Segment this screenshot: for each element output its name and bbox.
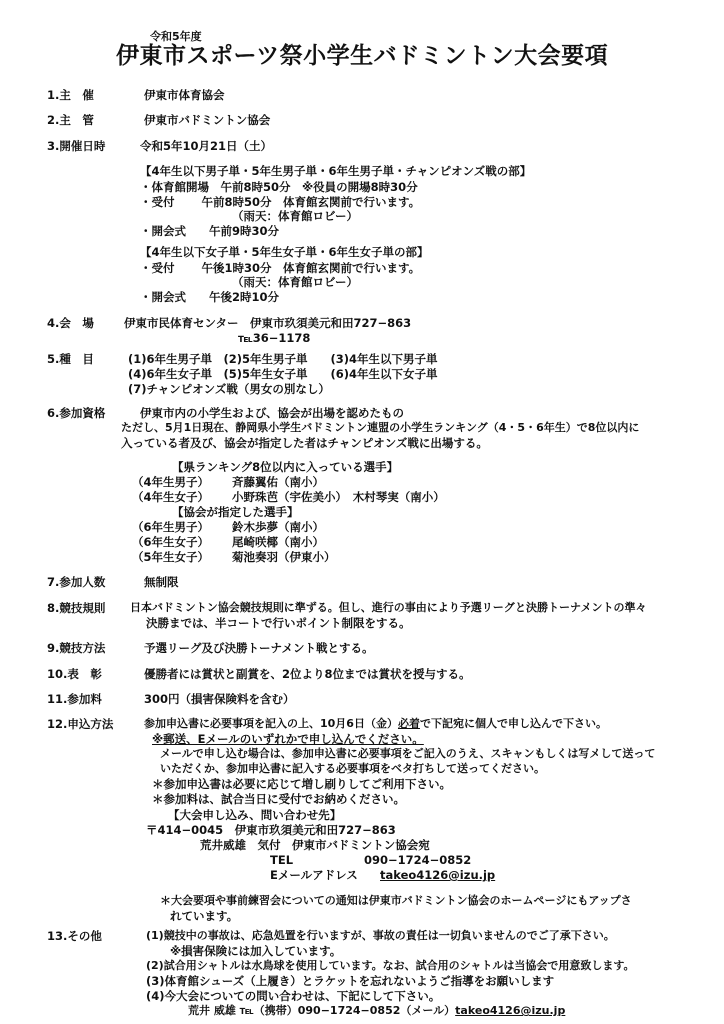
contact-tel-label: TEL [270, 853, 294, 867]
application-instructions-tail: で下記宛に個人で申し込んで下さい。 [419, 717, 607, 730]
section-1-label: 1.主 催 [47, 88, 94, 102]
website-notice-line-2: れています。 [170, 909, 239, 923]
other-item-4: (4)今大会についての問い合わせは、下記にして下さい。 [146, 989, 441, 1003]
venue-tel: ℡36−1178 [238, 331, 311, 345]
ranking-title: 【県ランキング8位以内に入っている選手】 [172, 460, 399, 474]
ranking-grade-2: （4年生女子） [132, 490, 210, 504]
section-12-label: 12.申込方法 [47, 717, 114, 731]
page-title: 伊東市スポーツ祭小学生バドミントン大会要項 [116, 43, 609, 69]
contact-email-link[interactable]: takeo4126@izu.jp [380, 868, 496, 882]
events-row-3: (7)チャンピオンズ戦（男女の別なし） [128, 382, 330, 396]
designated-title: 【協会が指定した選手】 [172, 505, 299, 519]
awards: 優勝者には賞状と副賞を、2位より8位までは賞状を授与する。 [144, 667, 471, 681]
venue-address: 伊東市民体育センター 伊東市玖須美元和田727−863 [124, 316, 412, 330]
other-item-2: (2)試合用シャトルは水鳥球を使用しています。なお、試合用のシャトルは当協会で用意致します。 [146, 959, 635, 972]
section-11-label: 11.参加料 [47, 692, 102, 706]
competition-method: 予選リーグ及び決勝トーナメント戦とする。 [144, 641, 374, 655]
application-note-3: いただくか、参加申込書に記入する必要事項をベタ打ちして送ってください。 [160, 762, 545, 775]
ranking-players-1: 斉藤翼佑（南小） [232, 475, 324, 489]
section-2-value: 伊東市バドミントン協会 [144, 113, 271, 127]
section-5-label: 5.種 目 [47, 352, 94, 366]
final-contact-email-link[interactable]: takeo4126@izu.jp [455, 1004, 566, 1017]
contact-addressee: 荒井威雄 気付 伊東市バドミントン協会宛 [200, 838, 430, 852]
section-9-label: 9.競技方法 [47, 641, 106, 655]
section-1-value: 伊東市体育協会 [144, 88, 225, 102]
designated-grade-3: （5年生女子） [132, 550, 210, 564]
rules-line-1: 日本バドミントン協会競技規則に準ずる。但し、進行の事由により予選リーグと決勝トーナメントの準々 [130, 601, 647, 614]
section-3-label: 3.開催日時 [47, 139, 106, 153]
application-note-2: メールで申し込む場合は、参加申込書に必要事項をご記入のうえ、スキャンもしくは写メして送って [160, 747, 656, 760]
other-item-1-insurance: ※損害保険には加入しています。 [170, 944, 342, 958]
morning-opening-ceremony: ・開会式 午前9時30分 [140, 224, 280, 238]
eligibility-line-1: 伊東市内の小学生および、協会が出場を認めたもの [140, 406, 405, 420]
application-note-1: ※郵送、Eメールのいずれかで申し込んでください。 [152, 732, 424, 746]
designated-grade-1: （6年生男子） [132, 520, 210, 534]
contact-email-label: Eメールアドレス [270, 868, 358, 882]
designated-grade-2: （6年生女子） [132, 535, 210, 549]
afternoon-opening-ceremony: ・開会式 午後2時10分 [140, 290, 280, 304]
rules-line-2: 決勝までは、半コートで行いポイント制限をする。 [146, 616, 411, 630]
section-2-label: 2.主 管 [47, 113, 94, 127]
section-13-label: 13.その他 [47, 929, 102, 943]
ranking-grade-1: （4年生男子） [132, 475, 210, 489]
section-10-label: 10.表 彰 [47, 667, 102, 681]
section-8-label: 8.競技規則 [47, 601, 106, 615]
entry-fee: 300円（損害保険料を含む） [144, 692, 295, 706]
morning-block-title: 【4年生以下男子単・5年生男子単・6年生男子単・チャンピオンズ戦の部】 [140, 164, 532, 178]
afternoon-rain-note: （雨天：体育館ロビー） [232, 275, 359, 289]
eligibility-line-3: 入っている者及び、協会が指定した者はチャンピオンズ戦に出場する。 [121, 436, 488, 450]
application-note-4: ＊参加申込書は必要に応じて増し刷りしてご利用下さい。 [152, 777, 451, 791]
participant-limit: 無制限 [144, 575, 179, 589]
morning-reception: ・受付 午前8時50分 体育館玄関前で行います。 [140, 195, 421, 209]
afternoon-block-title: 【4年生以下女子単・5年生女子単・6年生女子単の部】 [140, 245, 429, 259]
contact-tel-value: 090−1724−0852 [364, 853, 472, 867]
eligibility-line-2: ただし、5月1日現在、静岡県小学生バドミントン連盟の小学生ランキング（4・5・6年生）で8位以内に [121, 421, 640, 434]
section-6-label: 6.参加資格 [47, 406, 106, 420]
ranking-players-2: 小野珠芭（宇佐美小） 木村琴実（南小） [232, 490, 445, 504]
event-date: 令和5年10月21日（土） [140, 139, 273, 153]
application-note-5: ＊参加料は、試合当日に受付でお納めください。 [152, 792, 405, 806]
events-row-1: (1)6年生男子単 (2)5年生男子単 (3)4年生以下男子単 [128, 352, 438, 366]
section-7-label: 7.参加人数 [47, 575, 106, 589]
other-item-3: (3)体育館シューズ（上履き）とラケットを忘れないようご指導をお願いします [146, 974, 555, 988]
other-item-1: (1)競技中の事故は、応急処置を行いますが、事故の責任は一切負いませんのでご了承下さい。 [146, 929, 615, 942]
contact-postal-address: 〒414−0045 伊東市玖須美元和田727−863 [146, 823, 396, 837]
application-instructions [144, 717, 607, 731]
final-contact [188, 1004, 565, 1018]
contact-title: 【大会申し込み、問い合わせ先】 [168, 808, 342, 822]
morning-gym-open: ・体育館開場 午前8時50分 ※役員の開場8時30分 [140, 180, 418, 194]
designated-player-2: 尾崎咲椰（南小） [232, 535, 324, 549]
morning-rain-note: （雨天：体育館ロビー） [232, 209, 359, 223]
afternoon-reception: ・受付 午後1時30分 体育館玄関前で行います。 [140, 261, 421, 275]
fiscal-year-label: 令和5年度 [150, 30, 202, 43]
final-contact-phone: 荒井 威雄 ℡（携帯）090−1724−0852（メール） [188, 1004, 456, 1017]
designated-player-1: 鈴木歩夢（南小） [232, 520, 324, 534]
section-4-label: 4.会 場 [47, 316, 94, 330]
application-deadline: 参加申込書に必要事項を記入の上、10月6日（金） [144, 717, 398, 730]
website-notice-line-1: ＊大会要項や事前練習会についての通知は伊東市バドミントン協会のホームページにもアップさ [160, 894, 632, 907]
events-row-2: (4)6年生女子単 (5)5年生女子単 (6)4年生以下女子単 [128, 367, 438, 381]
designated-player-3: 菊池奏羽（伊東小） [232, 550, 336, 564]
must-arrive-note: 必着 [397, 717, 420, 730]
